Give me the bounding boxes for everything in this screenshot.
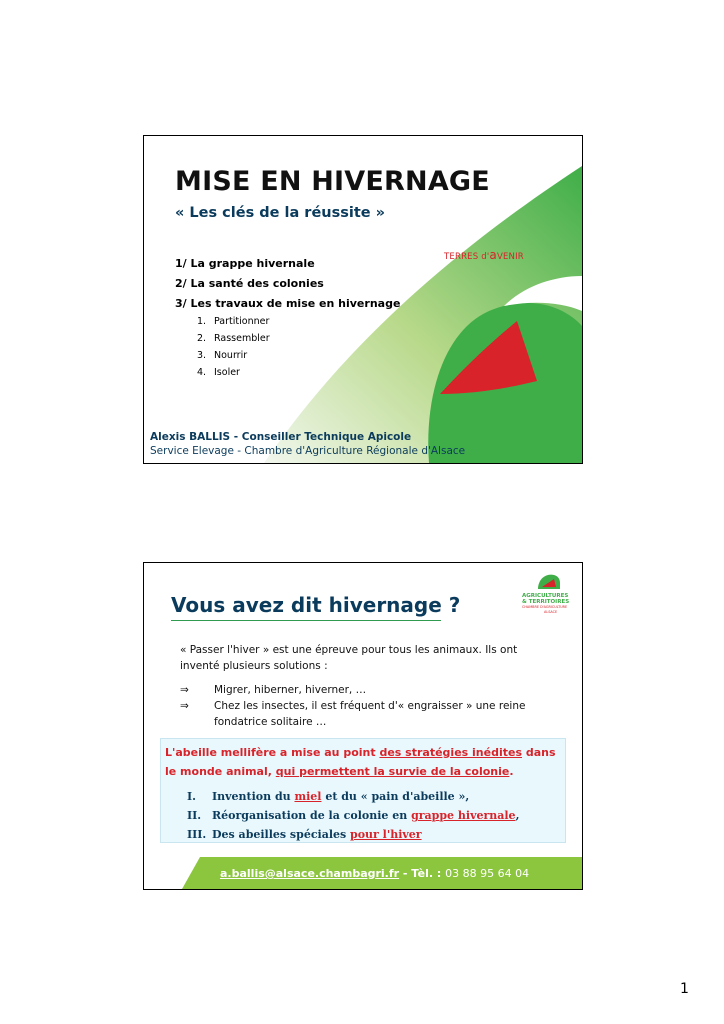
title-underline: [171, 620, 441, 621]
author-service: Service Elevage - Chambre d'Agriculture Régionale d'Alsace: [150, 445, 466, 457]
page-number: 1: [680, 981, 689, 997]
slide-1-title: MISE EN HIVERNAGE: [175, 166, 490, 197]
sublist-item: 3. Nourrir: [197, 350, 248, 361]
svg-text:AGRICULTURES: AGRICULTURES: [522, 593, 569, 599]
contact-phone: 03 88 95 64 04: [445, 867, 530, 880]
agenda-list: [175, 254, 400, 314]
highlight-box: [160, 738, 566, 843]
contact-email-link[interactable]: a.ballis@alsace.chambagri.fr: [220, 867, 400, 880]
contact-footer: a.ballis@alsace.chambagri.fr - Tèl. : 03 88 95 64 04: [182, 857, 582, 889]
slide-1: [143, 135, 583, 464]
intro-paragraph: « Passer l'hiver » est une épreuve pour tous les animaux. Ils ont inventé plusieurs solutions :: [180, 644, 518, 672]
point-item: III. Des abeilles spéciales pour l'hiver: [187, 828, 422, 841]
sublist-item: 1. Partitionner: [197, 316, 270, 327]
svg-text:CHAMBRE D'AGRICULTURE: CHAMBRE D'AGRICULTURE: [522, 605, 568, 609]
agenda-item: 1/ La grappe hivernale: [175, 257, 315, 270]
slide-2: [143, 562, 583, 890]
point-item: II. Réorganisation de la colonie en grappe hivernale,: [187, 809, 520, 822]
double-arrow-icon: ⇒: [180, 684, 189, 696]
agenda-item: 2/ La santé des colonies: [175, 277, 324, 290]
svg-text:& TERRITOIRES: & TERRITOIRES: [522, 599, 570, 605]
slide-1-subtitle: « Les clés de la réussite »: [175, 205, 386, 221]
points-list: [187, 787, 519, 844]
svg-text:ALSACE: ALSACE: [544, 610, 558, 614]
sublist-item: 4. Isoler: [197, 367, 240, 378]
sublist-item: 2. Rassembler: [197, 333, 270, 344]
highlight-text: L'abeille mellifère a mise au point des stratégies inédites dans le monde animal, qui permettent la survie de la colonie.: [165, 746, 556, 778]
author-name: Alexis BALLIS - Conseiller Technique Apicole: [150, 431, 412, 443]
agenda-item: 3/ Les travaux de mise en hivernage: [175, 297, 401, 310]
point-item: I. Invention du miel et du « pain d'abeille »,: [187, 790, 470, 803]
agricultures-territoires-logo-icon: [518, 567, 580, 615]
slide-2-title: Vous avez dit hivernage ?: [171, 593, 461, 617]
agenda-sublist: [197, 313, 270, 381]
terres-davenir-logo: TERRES d'aVENIR: [444, 248, 524, 262]
bullet-list: [180, 682, 550, 730]
bullet-item: ⇒ Chez les insectes, il est fréquent d'« engraisser » une reine fondatrice solitaire …: [180, 700, 526, 728]
bullet-item: ⇒ Migrer, hiberner, hiverner, …: [180, 684, 367, 696]
double-arrow-icon: ⇒: [180, 700, 189, 712]
